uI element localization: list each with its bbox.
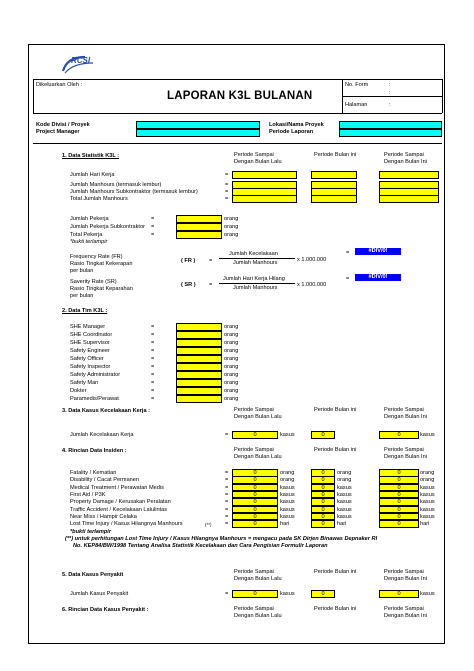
workers-cell[interactable] (176, 231, 222, 239)
team-role-label: SHE Supervisor (70, 340, 110, 346)
equals-sign: = (225, 189, 229, 195)
unit-label: orang (420, 470, 435, 476)
equals-sign: = (151, 372, 155, 378)
team-role-label: Safety Administrator (70, 372, 121, 378)
col3-header-line1: Periode Sampai (384, 152, 424, 158)
incident-col1-value[interactable]: 0 (232, 498, 278, 506)
incident-col1-value[interactable]: 0 (232, 469, 278, 477)
accident-col1-value[interactable]: 0 (232, 431, 278, 439)
unit-label: orang (224, 380, 239, 386)
incident-col3-value[interactable]: 0 (379, 484, 419, 492)
unit-label: orang (224, 324, 239, 330)
unit-label: kasus (420, 484, 435, 491)
col1-header-line2: Dengan Bulan Lalu (234, 613, 282, 619)
unit-label: kasus (337, 513, 352, 520)
unit-label: hari (280, 521, 290, 528)
sr-label: Saverity Rate (SR) (70, 279, 117, 285)
equals-sign: = (225, 196, 229, 202)
sr-numerator: Jumlah Hari Kerja Hilang (223, 276, 285, 282)
team-role-label: Safety Officer (70, 356, 104, 362)
col2-header: Periode Bulan ini (314, 407, 357, 413)
unit-label: orang (224, 388, 239, 394)
team-count-cell[interactable] (176, 379, 222, 387)
s1-col3-cell[interactable] (379, 195, 439, 203)
col3-header-line2: Dengan Bulan Ini (384, 576, 427, 582)
equals-sign: = (151, 324, 155, 330)
col3-header-line1: Periode Sampai (384, 447, 424, 453)
incident-type-label: First Aid / P3K (70, 491, 106, 498)
incident-col1-value[interactable]: 0 (232, 506, 278, 514)
report-period-label: Periode Laporan (269, 129, 314, 135)
team-role-label: Safety Man (70, 380, 99, 386)
col3-header-line1: Periode Sampai (384, 606, 424, 612)
incident-col2-value[interactable]: 0 (311, 476, 335, 484)
form-number-label: No. Form (345, 82, 369, 88)
section3-title: 3. Data Kasus Kecelakaan Kerja : (62, 408, 150, 414)
col1-header-line2: Dengan Bulan Lalu (234, 454, 282, 460)
team-count-cell[interactable] (176, 339, 222, 347)
incident-col3-value[interactable]: 0 (379, 498, 419, 506)
workers-cell[interactable] (176, 223, 222, 231)
unit-label: orang (337, 477, 352, 484)
report-period-input[interactable] (339, 129, 442, 137)
division-code-input[interactable] (136, 121, 260, 129)
illness-count-label: Jumlah Kasus Penyakit (70, 591, 129, 597)
incident-type-label: Disability / Cacat Permanen (70, 477, 140, 484)
col1-header-line2: Dengan Bulan Lalu (234, 576, 282, 582)
fr-label: per bulan (70, 268, 94, 274)
col3-header-line2: Dengan Bulan Ini (384, 454, 427, 460)
team-count-cell[interactable] (176, 387, 222, 395)
accident-count-label: Jumlah Kecelakaan Kerja (70, 432, 134, 438)
issued-by-label: Dikeluarkan Oleh : (36, 82, 83, 88)
unit-label: orang (280, 477, 295, 484)
unit-label: orang (224, 372, 239, 378)
team-count-cell[interactable] (176, 395, 222, 403)
col1-header-line1: Periode Sampai (234, 569, 274, 575)
unit-label: orang (224, 396, 239, 402)
unit-label: orang (224, 232, 239, 238)
division-code-label: Kode Divisi / Proyek (36, 122, 90, 128)
team-count-cell[interactable] (176, 331, 222, 339)
fr-denominator: Jumlah Manhours (233, 260, 278, 266)
incident-col3-value[interactable]: 0 (379, 469, 419, 477)
equals-sign: = (151, 396, 155, 402)
sr-label: per bulan (70, 293, 94, 299)
unit-label: kasus (420, 506, 435, 513)
equals-sign: = (225, 591, 229, 597)
unit-label: orang (420, 477, 435, 484)
incident-col1-value[interactable]: 0 (232, 476, 278, 484)
equals-sign: = (225, 513, 229, 520)
incident-col1-value[interactable]: 0 (232, 513, 278, 521)
equals-sign: = (151, 224, 155, 230)
unit-label: kasus (280, 591, 295, 597)
unit-label: kasus (420, 432, 435, 438)
logo-text: RCSI (71, 56, 91, 65)
location-label: Lokasi/Nama Proyek (269, 122, 324, 128)
equals-sign: = (151, 356, 155, 362)
col3-header-line2: Dengan Bulan Ini (384, 613, 427, 619)
lti-marker: (**) (205, 522, 212, 527)
equals-sign: = (225, 484, 229, 491)
s1-col2-cell[interactable] (311, 171, 357, 179)
incident-col2-value[interactable]: 0 (311, 491, 335, 499)
incident-col3-value[interactable]: 0 (379, 476, 419, 484)
unit-label: kasus (420, 499, 435, 506)
fr-multiplier: x 1.000.000 (297, 257, 327, 263)
unit-label: kasus (280, 491, 295, 498)
unit-label: kasus (280, 432, 295, 438)
incident-type-label: Lost Time Injury / Kasus Hilangnya Manhours (70, 521, 183, 528)
equals-sign: = (346, 276, 350, 282)
equals-sign: = (151, 216, 155, 222)
workers-cell[interactable] (176, 215, 222, 223)
fr-label: Rasio Tingkat Kekerapan (70, 261, 133, 267)
sr-label: Rasio Tingkat Keparahan (70, 286, 133, 292)
col1-header-line2: Dengan Bulan Lalu (234, 159, 282, 165)
fr-code: ( FR ) (181, 258, 196, 264)
s1-col1-cell[interactable] (232, 171, 297, 179)
s1-row-label: Jumlah Hari Kerja (70, 172, 115, 178)
accident-col2-value[interactable]: 0 (311, 431, 335, 439)
col2-header: Periode Bulan ini (314, 569, 357, 575)
unit-label: orang (224, 216, 239, 222)
equals-sign: = (151, 232, 155, 238)
unit-label: kasus (337, 484, 352, 491)
incident-col2-value[interactable]: 0 (311, 498, 335, 506)
equals-sign: = (225, 172, 229, 178)
unit-label: hari (337, 521, 347, 528)
col2-header: Periode Bulan ini (314, 152, 357, 158)
incident-col1-value[interactable]: 0 (232, 484, 278, 492)
unit-label: orang (224, 348, 239, 354)
lti-reference-note: (**) untuk perhitungan Lost Time Injury / Kasus Hilangnya Manhours = mengacu pada SK Dirjen Binawas Depnaker RI (65, 536, 378, 542)
equals-sign: = (151, 364, 155, 370)
unit-label: kasus (280, 513, 295, 520)
accident-col3-value[interactable]: 0 (379, 431, 419, 439)
equals-sign: = (225, 499, 229, 506)
unit-label: kasus (420, 491, 435, 498)
illness-col1-value[interactable]: 0 (232, 590, 278, 598)
team-count-cell[interactable] (176, 363, 222, 371)
attachment-note: *bukti terlampir (70, 239, 108, 245)
col3-header-line1: Periode Sampai (384, 407, 424, 413)
fr-label: Frequency Rate (FR) (70, 254, 123, 260)
form-colon-2: : (389, 90, 391, 96)
equals-sign: = (225, 491, 229, 498)
s1-row-label: Total Jumlah Manhours (70, 196, 128, 202)
equals-sign: = (151, 388, 155, 394)
workers-label: Total Pekerja (70, 232, 103, 238)
project-manager-input[interactable] (136, 129, 260, 137)
unit-label: kasus (337, 491, 352, 498)
equals-sign: = (151, 380, 155, 386)
page-label: Halaman (345, 102, 368, 108)
incident-type-label: Near Miss / Hampir Celaka (70, 513, 137, 520)
s1-col1-cell[interactable] (232, 195, 297, 203)
unit-label: orang (224, 224, 239, 230)
unit-label: kasus (420, 591, 435, 597)
equals-sign: = (151, 340, 155, 346)
equals-sign: = (225, 470, 229, 476)
col1-header-line1: Periode Sampai (234, 407, 274, 413)
incident-col3-value[interactable]: 0 (379, 506, 419, 514)
col2-header: Periode Bulan ini (314, 447, 357, 453)
team-role-label: Paramedis/Perawat (70, 396, 119, 402)
fr-numerator: Jumlah Kecelakaan (229, 251, 278, 257)
incident-col1-value[interactable]: 0 (232, 491, 278, 499)
incident-col3-value[interactable]: 0 (379, 513, 419, 521)
s1-row-label: Jumlah Manhours Subkontraktor (termasuk lembur) (70, 189, 198, 195)
unit-label: orang (224, 340, 239, 346)
unit-label: kasus (280, 484, 295, 491)
team-role-label: Safety Engineer (70, 348, 110, 354)
lti-reference-note-2: No. KEP84/BW/1998 Tentang Analisa Statistik Kecelakaan dan Cara Pengisian Formulir Laporan (73, 543, 328, 549)
unit-label: orang (337, 470, 352, 476)
team-role-label: Safety Inspector (70, 364, 111, 370)
equals-sign: = (225, 506, 229, 513)
equals-sign: = (225, 521, 229, 528)
col1-header-line1: Periode Sampai (234, 606, 274, 612)
equals-sign: = (151, 348, 155, 354)
team-count-cell[interactable] (176, 347, 222, 355)
unit-label: orang (224, 356, 239, 362)
fr-result: #DIV/0! (355, 248, 401, 255)
location-input[interactable] (339, 121, 442, 129)
equals-sign: = (151, 332, 155, 338)
col2-header: Periode Bulan ini (314, 606, 357, 612)
incident-type-label: Medical Treatment / Perawatan Medis (70, 484, 164, 491)
illness-col2-value[interactable]: 0 (311, 590, 335, 598)
team-count-cell[interactable] (176, 323, 222, 331)
report-sheet (28, 44, 445, 644)
incident-col1-value[interactable]: 0 (232, 520, 278, 528)
unit-label: orang (280, 470, 295, 476)
team-role-label: Dokter (70, 388, 87, 394)
form-number-colon: : (389, 82, 391, 88)
rcsi-logo (59, 53, 99, 75)
equals-sign: = (225, 477, 229, 484)
s1-row-label: Jumlah Manhours (termasuk lembur) (70, 182, 162, 188)
workers-label: Jumlah Pekerja (70, 216, 109, 222)
report-title: LAPORAN K3L BULANAN (167, 90, 313, 102)
unit-label: kasus (280, 506, 295, 513)
equals-sign: = (225, 432, 229, 438)
sr-code: ( SR ) (181, 282, 196, 288)
unit-label: hari (420, 521, 430, 528)
s1-col3-cell[interactable] (379, 171, 439, 179)
incident-col2-value[interactable]: 0 (311, 484, 335, 492)
unit-label: kasus (420, 513, 435, 520)
equals-sign: = (209, 258, 213, 264)
incident-col3-value[interactable]: 0 (379, 491, 419, 499)
unit-label: kasus (280, 499, 295, 506)
incident-col2-value[interactable]: 0 (311, 513, 335, 521)
project-manager-label: Project Manager (36, 129, 80, 135)
workers-label: Jumlah Pekerja Subkontraktor (70, 224, 145, 230)
section4-title: 4. Rincian Data Insiden : (62, 448, 127, 454)
col3-header-line2: Dengan Bulan Ini (384, 159, 427, 165)
col3-header-line1: Periode Sampai (384, 569, 424, 575)
sr-denominator: Jumlah Manhours (233, 285, 278, 291)
incident-col2-value[interactable]: 0 (311, 469, 335, 477)
col1-header-line2: Dengan Bulan Lalu (234, 414, 282, 420)
incident-col2-value[interactable]: 0 (311, 520, 335, 528)
s1-col2-cell[interactable] (311, 195, 357, 203)
col1-header-line1: Periode Sampai (234, 447, 274, 453)
illness-col3-value[interactable]: 0 (379, 590, 419, 598)
incident-type-label: Traffic Accident / Kecelakaan Lalulintas (70, 506, 168, 513)
section6-title: 6. Rincian Data Kasus Penyakit : (62, 607, 149, 613)
team-role-label: SHE Coordinator (70, 332, 113, 338)
team-role-label: SHE Manager (70, 324, 106, 330)
incident-col2-value[interactable]: 0 (311, 506, 335, 514)
section1-title: 1. Data Statistik K3L : (62, 153, 120, 159)
team-count-cell[interactable] (176, 355, 222, 363)
equals-sign: = (209, 282, 213, 288)
sr-multiplier: x 1.000.000 (297, 282, 327, 288)
section5-title: 5. Data Kasus Penyakit (62, 572, 124, 578)
equals-sign: = (225, 182, 229, 188)
team-count-cell[interactable] (176, 371, 222, 379)
sr-result: #DIV/0! (355, 274, 401, 281)
unit-label: orang (224, 332, 239, 338)
equals-sign: = (346, 250, 350, 256)
unit-label: kasus (337, 499, 352, 506)
incident-note: *bukti terlampir (70, 529, 112, 535)
unit-label: kasus (337, 506, 352, 513)
incident-type-label: Fatality / Kematian (70, 470, 117, 476)
col3-header-line2: Dengan Bulan Ini (384, 414, 427, 420)
page-colon: : (389, 102, 391, 108)
incident-col3-value[interactable]: 0 (379, 520, 419, 528)
col1-header-line1: Periode Sampai (234, 152, 274, 158)
incident-type-label: Property Damage / Kerusakan Peralatan (70, 499, 171, 506)
section2-title: 2. Data Tim K3L : (62, 308, 108, 314)
unit-label: orang (224, 364, 239, 370)
